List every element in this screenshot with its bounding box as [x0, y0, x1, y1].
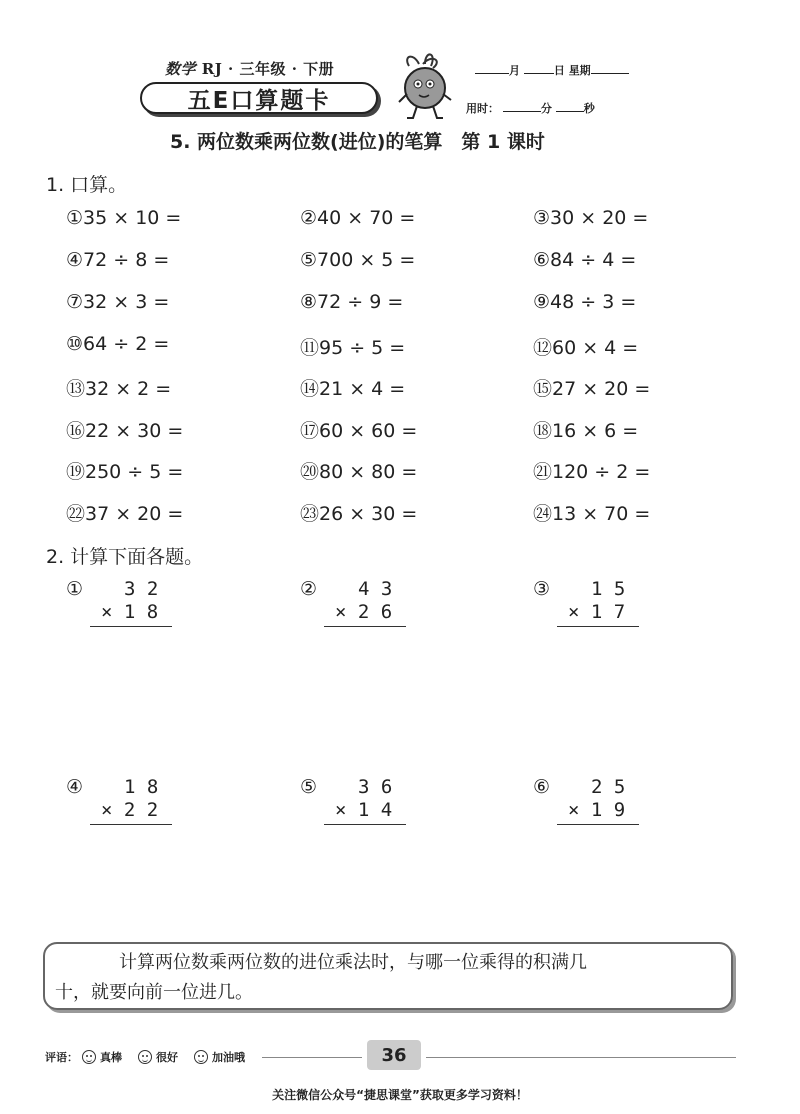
smile-face-icon: [82, 1050, 96, 1064]
oral-calc-item: ㉒37 × 20 =: [66, 503, 184, 525]
happy-face-icon: [138, 1050, 152, 1064]
answer-line: [90, 626, 172, 627]
vertical-problem: [66, 578, 186, 638]
problem-label: ④: [66, 776, 84, 798]
problem-label: ②: [300, 578, 318, 600]
answer-line: [557, 824, 639, 825]
edition-label: RJ · 三年级 · 下册: [201, 60, 335, 78]
hint-box: [43, 942, 733, 1010]
section2-heading: 2. 计算下面各题。: [46, 546, 204, 568]
footer-note: 关注微信公众号“捷思课堂”获取更多学习资料！: [272, 1088, 528, 1102]
multiplier: × 2 2: [101, 799, 159, 821]
oral-calc-item: ③30 × 20 =: [533, 207, 649, 229]
time-min-label: 分: [540, 102, 552, 115]
problem-label: ①: [66, 578, 84, 600]
oral-calc-item: ㉓26 × 30 =: [300, 503, 418, 525]
rating-keep-going: 加油哦: [212, 1051, 245, 1064]
time-sec-label: 秒: [583, 102, 595, 115]
multiplicand: 2 5: [591, 776, 626, 798]
multiplicand: 4 3: [358, 578, 393, 600]
oral-calc-item: ⑧72 ÷ 9 =: [300, 291, 404, 313]
rating-great: 真棒: [100, 1051, 122, 1064]
oral-calc-item: ⑦32 × 3 =: [66, 291, 170, 313]
answer-line: [90, 824, 172, 825]
multiplier: × 1 8: [101, 601, 159, 623]
multiplier: × 1 4: [335, 799, 393, 821]
multiplier: × 1 7: [568, 601, 626, 623]
problem-label: ⑥: [533, 776, 551, 798]
oral-calc-item: ⑬32 × 2 =: [66, 378, 172, 400]
oral-calc-item: ②40 × 70 =: [300, 207, 416, 229]
multiplicand: 3 6: [358, 776, 393, 798]
multiplicand: 3 2: [124, 578, 159, 600]
rating-label: 评语：: [45, 1051, 78, 1064]
answer-line: [324, 824, 406, 825]
time-label: 用时：: [466, 102, 499, 115]
oral-calc-item: ⑯22 × 30 =: [66, 420, 184, 442]
multiplicand: 1 5: [591, 578, 626, 600]
multiplier: × 1 9: [568, 799, 626, 821]
oral-calc-item: ⑫60 × 4 =: [533, 337, 639, 359]
radish-mascot-icon: [393, 50, 457, 122]
section1-heading: 1. 口算。: [46, 174, 128, 196]
multiplicand: 1 8: [124, 776, 159, 798]
footer-rule-left: [262, 1057, 362, 1058]
oral-calc-item: ⑭21 × 4 =: [300, 378, 406, 400]
oral-calc-item: ㉑120 ÷ 2 =: [533, 461, 651, 483]
oral-calc-item: ⑩64 ÷ 2 =: [66, 333, 170, 355]
oral-calc-item: ④72 ÷ 8 =: [66, 249, 170, 271]
oral-calc-item: ⑤700 × 5 =: [300, 249, 416, 271]
lesson-title: 5. 两位数乘两位数(进位)的笔算 第 1 课时: [170, 131, 545, 153]
vertical-problem: [300, 776, 420, 836]
oral-calc-item: ⑳80 × 80 =: [300, 461, 418, 483]
date-day-label: 日: [553, 64, 565, 77]
subject-label: 数学: [165, 60, 197, 78]
hint-line-2: 十，就要向前一位进几。: [55, 982, 253, 1003]
oral-calc-item: ⑱16 × 6 =: [533, 420, 639, 442]
problem-label: ③: [533, 578, 551, 600]
answer-line: [324, 626, 406, 627]
oral-calc-item: ⑪95 ÷ 5 =: [300, 337, 406, 359]
vertical-problem: [533, 578, 653, 638]
cheer-face-icon: [194, 1050, 208, 1064]
answer-line: [557, 626, 639, 627]
oral-calc-item: ⑨48 ÷ 3 =: [533, 291, 637, 313]
footer-rule-right: [426, 1057, 736, 1058]
date-line: [475, 62, 629, 78]
rating-row: [45, 1049, 245, 1065]
vertical-problem: [533, 776, 653, 836]
multiplier: × 2 6: [335, 601, 393, 623]
rating-good: 很好: [156, 1051, 178, 1064]
problem-label: ⑤: [300, 776, 318, 798]
hint-line-1: 计算两位数乘两位数的进位乘法时，与哪一位乘得的积满几: [119, 952, 587, 973]
vertical-problem: [300, 578, 420, 638]
page-number: 36: [367, 1040, 421, 1070]
date-week-label: 星期: [568, 64, 591, 77]
oral-calc-item: ⑥84 ÷ 4 =: [533, 249, 637, 271]
card-title-box: [140, 82, 378, 114]
oral-calc-item: ⑮27 × 20 =: [533, 378, 651, 400]
oral-calc-item: ⑰60 × 60 =: [300, 420, 418, 442]
date-month-label: 月: [509, 64, 520, 77]
oral-calc-item: ⑲250 ÷ 5 =: [66, 461, 184, 483]
oral-calc-item: ①35 × 10 =: [66, 207, 182, 229]
oral-calc-item: ㉔13 × 70 =: [533, 503, 651, 525]
card-title: 五E口算题卡: [187, 87, 331, 114]
time-line: [466, 100, 595, 116]
vertical-problem: [66, 776, 186, 836]
edition-line: [165, 58, 334, 79]
